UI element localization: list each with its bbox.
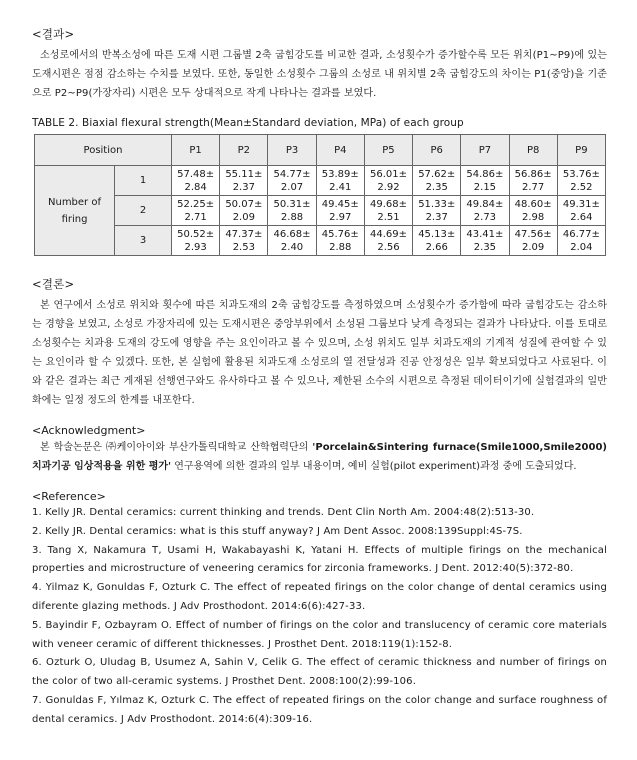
- cell-sd: 2.92: [377, 181, 400, 193]
- acknowledgment-paragraph: [32, 438, 607, 476]
- cell-sd: 2.71: [184, 211, 207, 223]
- cell-mean: 56.01±: [369, 168, 407, 180]
- cell-sd: 2.41: [329, 181, 352, 193]
- results-paragraph: 소성로에서의 반복소성에 따른 도재 시편 그룹별 2축 굽힘강도를 비교한 결과, 소성횟수가 증가할수록 모든 위치(P1~P9)에 있는 도재시편은 점점 감소하는 수치를 보였다. 또한, 동일한 소성횟수 그룹의 소성로 내 위치별 2축 굽힘강도의 차이는 P1(중앙)을 기준으로 P2~P9(가장자리) 시편은 모두 상대적으로 작게 나타나는 결과를 보였다.: [32, 50, 607, 99]
- cell-sd: 2.37: [425, 211, 448, 223]
- cell-sd: 2.64: [570, 211, 593, 223]
- cell-sd: 2.40: [280, 241, 304, 253]
- cell-sd: 2.53: [232, 241, 255, 253]
- cell-mean: 50.31±: [273, 198, 311, 210]
- table-cell: [220, 196, 268, 226]
- cell-sd: 2.77: [522, 181, 545, 193]
- cell-mean: 43.41±: [466, 228, 504, 240]
- table-cell: [364, 166, 412, 196]
- firing-count: 2: [115, 196, 172, 226]
- table-cell: [557, 196, 605, 226]
- table-cell: [172, 166, 220, 196]
- table-cell: [316, 196, 364, 226]
- cell-sd: 2.84: [184, 181, 207, 193]
- conclusion-paragraph: 본 연구에서 소성로 위치와 횟수에 따른 치과도재의 2축 굽힘강도를 측정하였으며 소성횟수가 증가함에 따라 굽힘강도는 감소하는 경향을 보였고, 소성로 가장자리에 있는 도재시편은 중앙부위에서 소성된 그룹보다 낮게 측정되는 결과가 나타났다. 이를 토대로 소성횟수는 치과용 도재의 강도에 영향을 주는 요인이라고 볼 수 있으며, 소성 위치도 일부 치과도재의 기계적 성질에 관여할 수 있는 요인이라 할 수 있겠다. 또한, 본 실험에 활용된 치과도재 소성로의 열 전달성과 진공 안정성은 일부 확보되었다고 사료된다. 이와 같은 결과는 최근 게재된 선행연구와도 유사하다고 볼 수 있으나, 제한된 소수의 시편으로 측정된 데이터이기에 실험결과의 일반화에는 일정 정도의 한계를 내포한다.: [32, 300, 607, 406]
- cell-mean: 44.69±: [369, 228, 407, 240]
- reference-item: 4. Yilmaz K, Gonuldas F, Ozturk C. The effect of repeated firings on the color change of dental ceramics using diferente glazing methods. J Adv Prosthodont. 2014:6(6):427-33.: [32, 582, 607, 612]
- position-header: Position: [35, 135, 172, 166]
- table-cell: [557, 226, 605, 256]
- table-cell: [557, 166, 605, 196]
- cell-mean: 53.76±: [562, 168, 600, 180]
- table-cell: [413, 196, 461, 226]
- table-cell: [220, 166, 268, 196]
- cell-mean: 57.48±: [177, 168, 215, 180]
- table-cell: [268, 166, 316, 196]
- cell-sd: 2.15: [473, 181, 497, 193]
- cell-sd: 2.93: [184, 241, 207, 253]
- cell-mean: 54.86±: [466, 168, 504, 180]
- conclusion-heading: <결론>: [32, 277, 75, 291]
- table-cell: [268, 226, 316, 256]
- table-cell: [461, 166, 509, 196]
- ack-text-before: 본 학술논문은 ㈜케이아이와 부산가톨릭대학교 산학협력단의: [40, 442, 313, 453]
- table-cell: [509, 226, 557, 256]
- cell-mean: 45.13±: [418, 228, 456, 240]
- cell-sd: 2.09: [232, 211, 255, 223]
- table-cell: [413, 226, 461, 256]
- position-col-header: P3: [268, 135, 316, 166]
- position-col-header: P5: [364, 135, 412, 166]
- table-cell: [268, 196, 316, 226]
- table-row: [35, 196, 606, 226]
- cell-mean: 46.77±: [562, 228, 600, 240]
- position-col-header: P2: [220, 135, 268, 166]
- row-group-label-line: Number of: [48, 196, 101, 208]
- cell-mean: 53.89±: [321, 168, 359, 180]
- table-cell: [172, 196, 220, 226]
- ack-project-title: 'Porcelain&Sintering furnace(Smile1000,Smile2000) 치과기공 임상적용을 위한 평가': [32, 442, 607, 472]
- table-cell: [220, 226, 268, 256]
- reference-item: 1. Kelly JR. Dental ceramics: current thinking and trends. Dent Clin North Am. 2004:48(2):513-30.: [32, 507, 535, 518]
- table-cell: [316, 166, 364, 196]
- cell-mean: 49.31±: [562, 198, 600, 210]
- position-col-header: P4: [316, 135, 364, 166]
- number-of-firing-label: [35, 166, 115, 256]
- reference-item: 3. Tang X, Nakamura T, Usami H, Wakabayashi K, Yatani H. Effects of multiple firings on the mechanical properties and microstructure of veneering ceramics for zirconia frameworks. J Dent. 2012:40(5):372-80.: [32, 544, 607, 575]
- table-cell: [509, 196, 557, 226]
- table-header-row: [35, 135, 606, 166]
- results-heading: <결과>: [32, 27, 75, 41]
- cell-mean: 49.84±: [466, 198, 504, 210]
- cell-mean: 47.56±: [514, 228, 552, 240]
- table-cell: [172, 226, 220, 256]
- reference-item: 6. Ozturk O, Uludag B, Usumez A, Sahin V, Celik G. The effect of ceramic thickness and number of firings on the color of two all-ceramic systems. J Prosthet Dent. 2008:100(2):99-106.: [32, 657, 607, 688]
- cell-mean: 52.25±: [177, 198, 215, 210]
- cell-sd: 2.88: [280, 211, 304, 223]
- cell-sd: 2.35: [425, 181, 448, 193]
- table-cell: [364, 226, 412, 256]
- table-cell: [509, 166, 557, 196]
- cell-mean: 50.52±: [177, 228, 215, 240]
- table-row: [35, 226, 606, 256]
- cell-mean: 46.68±: [273, 228, 311, 240]
- cell-mean: 50.07±: [225, 198, 263, 210]
- position-col-header: P6: [413, 135, 461, 166]
- cell-mean: 57.62±: [418, 168, 456, 180]
- position-col-header: P8: [509, 135, 557, 166]
- position-col-header: P1: [172, 135, 220, 166]
- table-cell: [364, 196, 412, 226]
- cell-sd: 2.09: [522, 241, 545, 253]
- cell-sd: 2.56: [377, 241, 400, 253]
- position-col-header: P9: [557, 135, 605, 166]
- cell-sd: 2.88: [329, 241, 352, 253]
- table-cell: [316, 226, 364, 256]
- position-col-header: P7: [461, 135, 509, 166]
- reference-item: 5. Bayindir F, Ozbayram O. Effect of number of firings on the color and translucency of ceramic core materials with veneer ceramic of different thicknesses. J Prosthet Dent. 2018:119(1):152-8.: [32, 619, 607, 650]
- firing-count: 3: [115, 226, 172, 256]
- cell-sd: 2.98: [522, 211, 545, 223]
- cell-mean: 48.60±: [514, 198, 552, 210]
- cell-mean: 49.45±: [321, 198, 359, 210]
- cell-sd: 2.35: [473, 241, 497, 253]
- cell-mean: 55.11±: [225, 168, 263, 180]
- table-row: [35, 166, 606, 196]
- cell-sd: 2.66: [425, 241, 448, 253]
- cell-mean: 56.86±: [514, 168, 552, 180]
- cell-sd: 2.52: [570, 181, 593, 193]
- table-cell: [461, 196, 509, 226]
- cell-mean: 51.33±: [418, 198, 456, 210]
- ack-text-after: 연구용역에 의한 결과의 일부 내용이며, 예비 실험(pilot experiment)과정 중에 도출되었다.: [171, 461, 577, 472]
- cell-sd: 2.51: [377, 211, 400, 223]
- cell-sd: 2.97: [329, 211, 352, 223]
- row-group-label-line: firing: [61, 213, 88, 225]
- reference-heading: <Reference>: [32, 490, 106, 503]
- cell-sd: 2.07: [280, 181, 304, 193]
- cell-sd: 2.73: [473, 211, 497, 223]
- cell-mean: 49.68±: [369, 198, 407, 210]
- table-caption: TABLE 2. Biaxial flexural strength(Mean±Standard deviation, MPa) of each group: [32, 117, 464, 129]
- cell-mean: 45.76±: [321, 228, 359, 240]
- firing-count: 1: [115, 166, 172, 196]
- cell-mean: 47.37±: [225, 228, 263, 240]
- acknowledgment-heading: <Acknowledgment>: [32, 424, 146, 437]
- cell-mean: 54.77±: [273, 168, 311, 180]
- table-cell: [413, 166, 461, 196]
- cell-sd: 2.04: [570, 241, 593, 253]
- flexural-strength-table: [34, 134, 606, 256]
- cell-sd: 2.37: [232, 181, 255, 193]
- reference-item: 7. Gonuldas F, Yılmaz K, Ozturk C. The effect of repeated firings on the color change and surface roughness of dental ceramics. J Adv Prosthodont. 2014:6(4):309-16.: [32, 694, 607, 725]
- table-cell: [461, 226, 509, 256]
- reference-item: 2. Kelly JR. Dental ceramics: what is this stuff anyway? J Am Dent Assoc. 2008:139Suppl:4S-7S.: [32, 525, 523, 537]
